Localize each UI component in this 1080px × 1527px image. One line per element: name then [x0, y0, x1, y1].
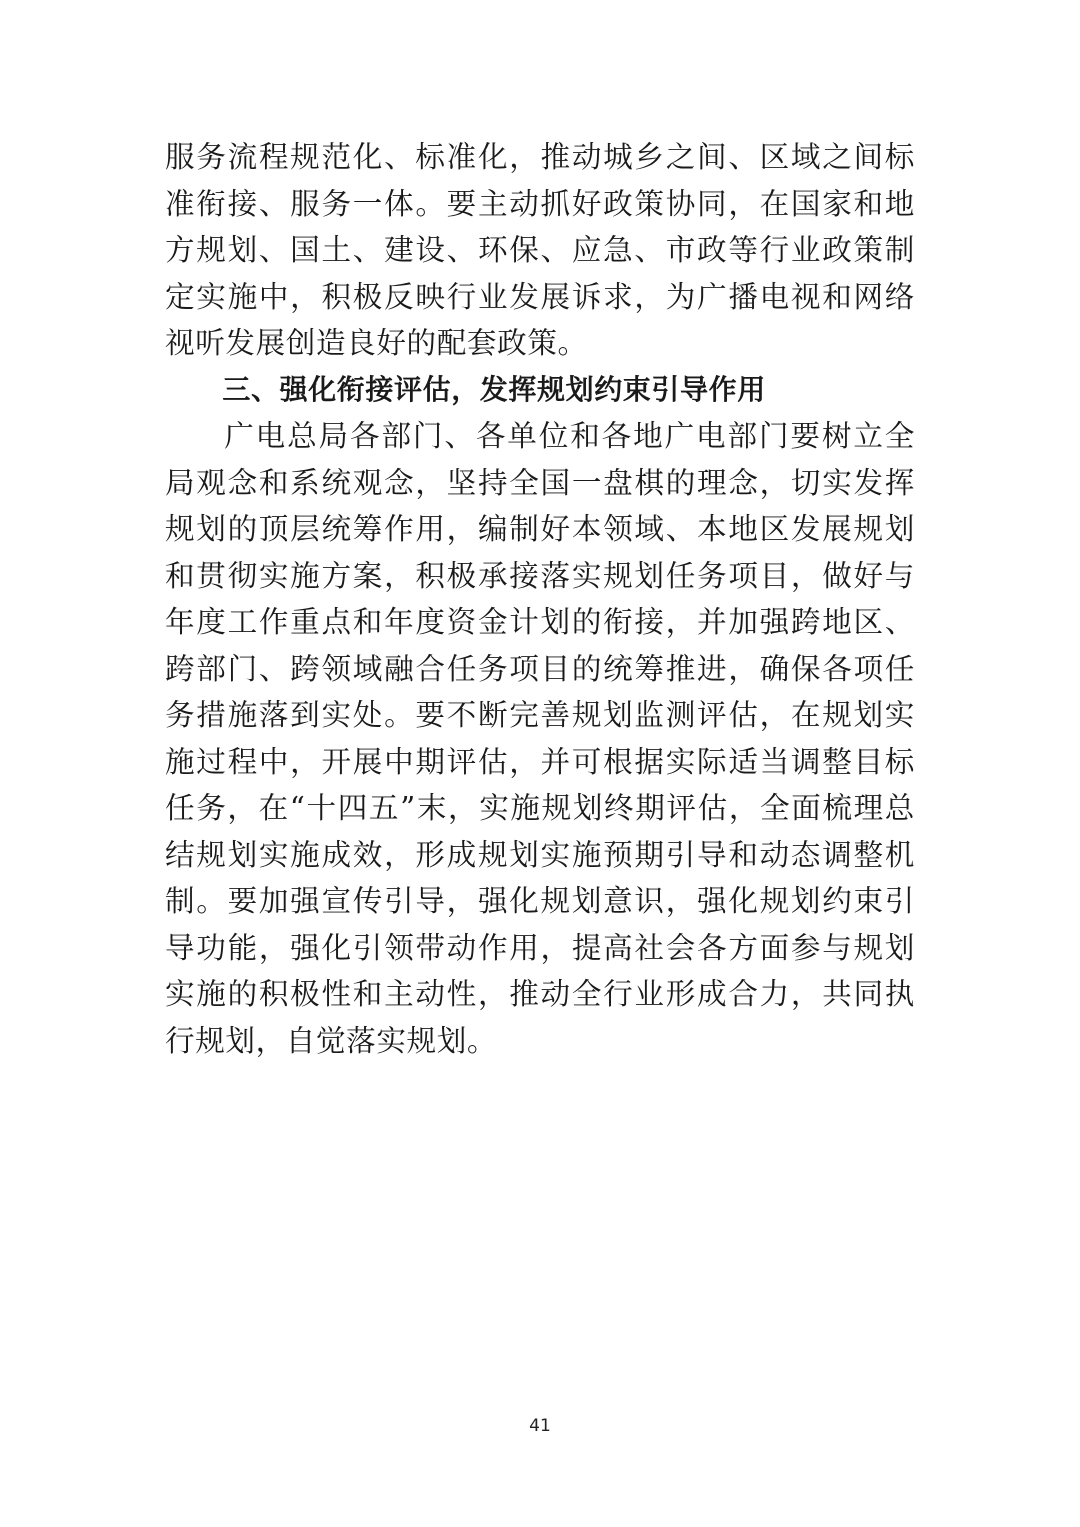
page-number: 41: [529, 1416, 551, 1436]
paragraph-policy-coordination: 服务流程规范化、标准化，推动城乡之间、区域之间标准衔接、服务一体。要主动抓好政策协同，在国家和地方规划、国土、建设、环保、应急、市政等行业政策制定实施中，积极反映行业发展诉求，为广播电视和网络视听发展创造良好的配套政策。: [165, 140, 915, 360]
paragraph-evaluation: 广电总局各部门、各单位和各地广电部门要树立全局观念和系统观念，坚持全国一盘棋的理念，切实发挥规划的顶层统筹作用，编制好本领域、本地区发展规划和贯彻实施方案，积极承接落实规划任务项目，做好与年度工作重点和年度资金计划的衔接，并加强跨地区、跨部门、跨领域融合任务项目的统筹推进，确保各项任务措施落到实处。要不断完善规划监测评估，在规划实施过程中，开展中期评估，并可根据实际适当调整目标任务，在“十四五”末，实施规划终期评估，全面梳理总结规划实施成效，形成规划实施预期引导和动态调整机制。要加强宣传引导，强化规划意识，强化规划约束引导功能，强化引领带动作用，提高社会各方面参与规划实施的积极性和主动性，推动全行业形成合力，共同执行规划，自觉落实规划。: [165, 419, 915, 1058]
section-heading: 三、强化衔接评估，发挥规划约束引导作用: [222, 372, 766, 406]
document-body: [165, 134, 915, 1064]
